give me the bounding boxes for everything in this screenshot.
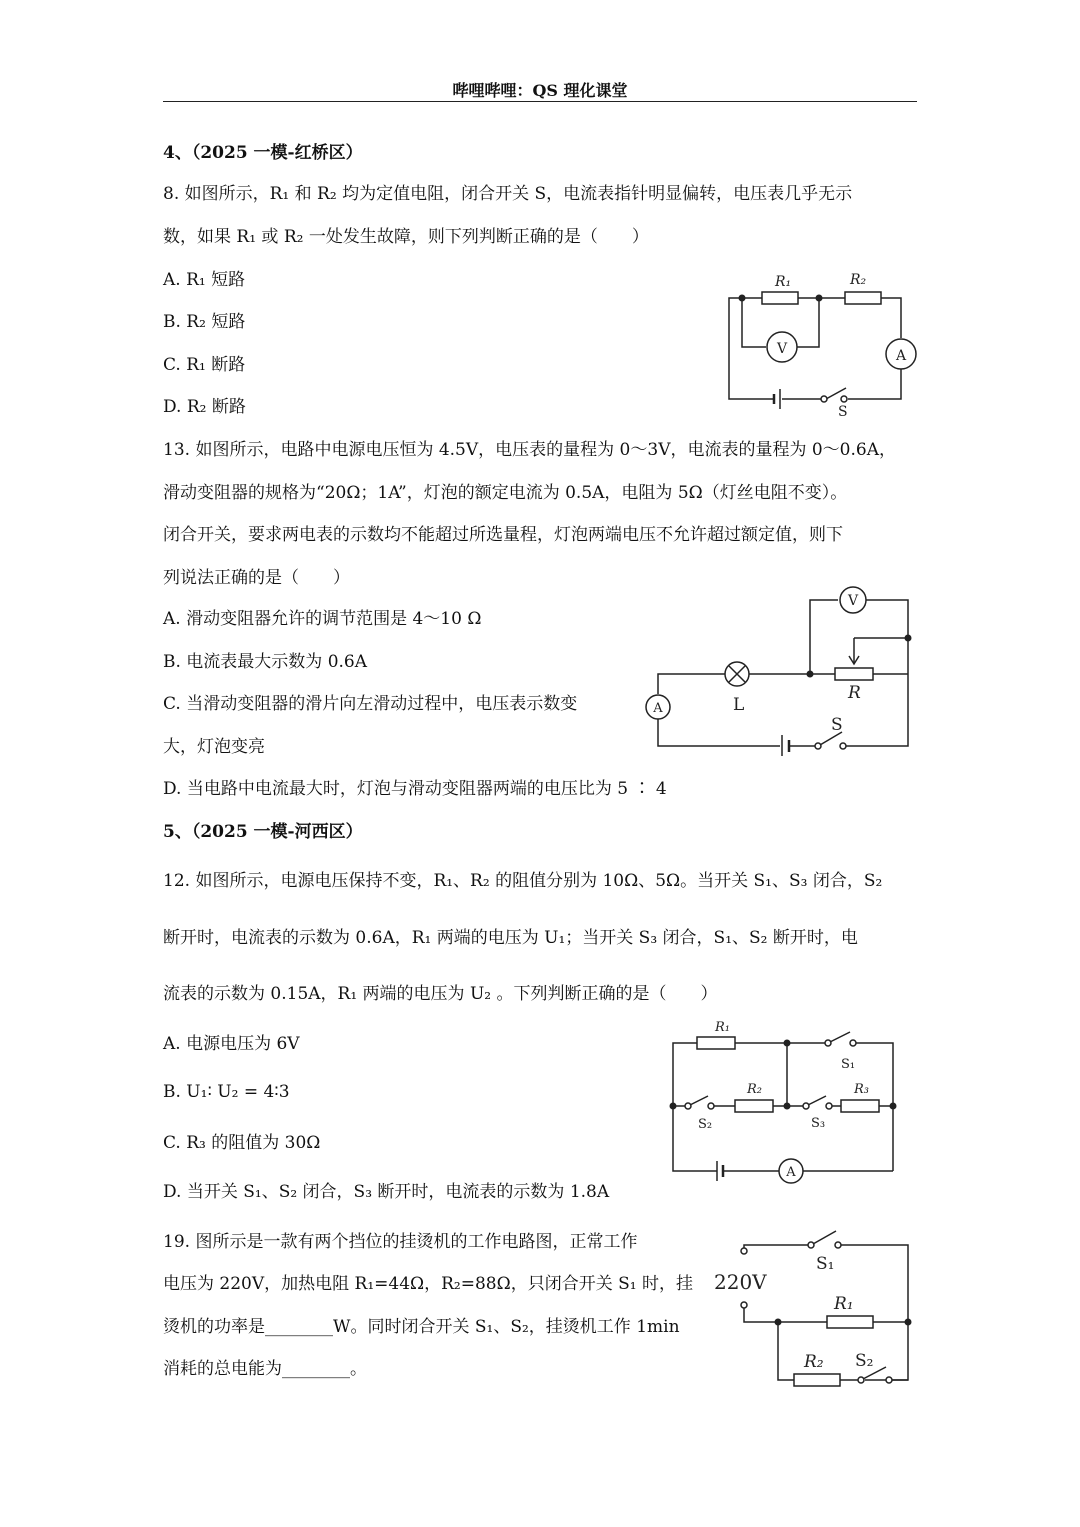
- q12-ammeter-label: A: [786, 1165, 796, 1180]
- q13-option-a: A. 滑动变阻器允许的调节范围是 4～10 Ω: [163, 609, 482, 629]
- q8-r2-resistor: [845, 292, 881, 304]
- q13-switch-pivot: [815, 743, 821, 749]
- q8-stem-line1: 8. 如图所示，R₁ 和 R₂ 均为定值电阻，闭合开关 S，电流表指针明显偏转，电压表几乎无示: [163, 184, 853, 204]
- q19-s1-label: S₁: [816, 1254, 835, 1274]
- q8-r1-resistor: [762, 292, 798, 304]
- q13-ammeter-label: A: [653, 701, 663, 716]
- q8-option-b: B. R₂ 短路: [163, 312, 246, 332]
- q8-circuit-diagram: [720, 262, 920, 422]
- q19-s1-pivot: [808, 1242, 814, 1248]
- section-4-title: 4、（2025 一模-红桥区）: [163, 143, 363, 163]
- q13-rheostat-label: R: [848, 683, 861, 703]
- q12-s1-label: S₁: [841, 1057, 856, 1072]
- q12-r3-label: R₃: [854, 1082, 869, 1097]
- section-5-title: 5、（2025 一模-河西区）: [163, 822, 363, 842]
- q12-r3-resistor: [841, 1100, 879, 1112]
- q19-circuit-diagram: [710, 1225, 920, 1390]
- q19-stem-line4: 消耗的总电能为________。: [163, 1359, 367, 1379]
- q12-s3-blade: [808, 1096, 826, 1105]
- q19-terminal-top: [741, 1248, 747, 1254]
- q12-r2-resistor: [735, 1100, 773, 1112]
- q19-voltage-label: 220V: [714, 1270, 767, 1294]
- q12-r1-resistor: [697, 1037, 735, 1049]
- q13-circuit-diagram: [638, 586, 918, 756]
- q12-s3-pivot: [803, 1103, 809, 1109]
- q13-node-right: [905, 635, 912, 642]
- q8-voltmeter-label: V: [776, 341, 788, 357]
- q19-r2-resistor: [794, 1374, 840, 1386]
- q8-option-c: C. R₁ 断路: [163, 355, 246, 375]
- q8-r2-label: R₂: [850, 272, 867, 288]
- q12-s1-pivot: [825, 1040, 831, 1046]
- q12-s2-pivot: [685, 1103, 691, 1109]
- q12-s3-label: S₃: [811, 1116, 826, 1131]
- q8-ammeter-label: A: [895, 348, 907, 364]
- q19-s2-label: S₂: [855, 1351, 874, 1371]
- q13-option-d: D. 当电路中电流最大时，灯泡与滑动变阻器两端的电压比为 5 ∶ 4: [163, 779, 667, 799]
- q19-s2-pivot: [858, 1377, 864, 1383]
- q19-stem-line1: 19. 图所示是一款有两个挡位的挂烫机的工作电路图，正常工作: [163, 1232, 638, 1252]
- q13-stem-line4: 列说法正确的是（ ）: [163, 568, 350, 588]
- header-divider: [163, 101, 917, 102]
- q12-s1-blade: [830, 1032, 850, 1042]
- q13-option-b: B. 电流表最大示数为 0.6A: [163, 652, 368, 672]
- q13-stem-line3: 闭合开关，要求两电表的示数均不能超过所选量程，灯泡两端电压不允许超过额定值，则下: [163, 525, 843, 545]
- q8-node-right: [816, 295, 823, 302]
- q8-switch-label: S: [838, 404, 848, 420]
- q13-option-c-line2: 大，灯泡变亮: [163, 737, 265, 757]
- q12-s2-blade: [690, 1096, 708, 1105]
- q13-stem-line1: 13. 如图所示，电路中电源电压恒为 4.5V，电压表的量程为 0～3V，电流表的量程为 0～0.6A，: [163, 440, 896, 460]
- q19-s1-blade: [813, 1231, 836, 1244]
- q12-option-b: B. U₁∶ U₂ = 4∶3: [163, 1082, 290, 1102]
- q19-stem-line3: 烫机的功率是________W。同时闭合开关 S₁、S₂，挂烫机工作 1min: [163, 1317, 680, 1337]
- q12-r1-label: R₁: [715, 1020, 730, 1035]
- q12-stem-line3: 流表的示数为 0.15A，R₁ 两端的电压为 U₂ 。下列判断正确的是（ ）: [163, 984, 718, 1004]
- q19-r1-label: R₁: [834, 1294, 854, 1314]
- q19-r1-resistor: [827, 1316, 873, 1328]
- q8-switch-pivot: [841, 396, 847, 402]
- q8-option-d: D. R₂ 断路: [163, 397, 246, 417]
- q13-option-c-line1: C. 当滑动变阻器的滑片向左滑动过程中，电压表示数变: [163, 694, 578, 714]
- q12-stem-line1: 12. 如图所示，电源电压保持不变，R₁、R₂ 的阻值分别为 10Ω、5Ω。当开关 S₁、S₃ 闭合，S₂: [163, 871, 883, 891]
- q8-r1-label: R₁: [775, 274, 792, 290]
- q13-switch-label: S: [831, 715, 843, 735]
- q12-r2-label: R₂: [747, 1082, 762, 1097]
- page-header: 哔哩哔哩：QS 理化课堂: [452, 81, 628, 100]
- q12-s2-label: S₂: [698, 1117, 713, 1132]
- q12-stem-line2: 断开时，电流表的示数为 0.6A，R₁ 两端的电压为 U₁；当开关 S₃ 闭合，S₁、S₂ 断开时，电: [163, 928, 858, 948]
- q13-rheostat: [835, 668, 873, 680]
- q19-terminal-bottom: [741, 1302, 747, 1308]
- q12-circuit-diagram: [665, 1016, 905, 1186]
- q12-option-a: A. 电源电压为 6V: [163, 1034, 300, 1054]
- q19-r2-label: R₂: [804, 1352, 824, 1372]
- q13-lamp-label: L: [733, 695, 745, 715]
- q8-stem-line2: 数，如果 R₁ 或 R₂ 一处发生故障，则下列判断正确的是（ ）: [163, 227, 649, 247]
- q13-voltmeter-label: V: [847, 593, 859, 609]
- q13-stem-line2: 滑动变阻器的规格为“20Ω；1A”，灯泡的额定电流为 0.5A，电阻为 5Ω（灯丝电阻不变）。: [163, 483, 848, 503]
- q19-stem-line2: 电压为 220V，加热电阻 R₁=44Ω，R₂=88Ω，只闭合开关 S₁ 时，挂: [163, 1274, 693, 1294]
- q12-option-d: D. 当开关 S₁、S₂ 闭合，S₃ 断开时，电流表的示数为 1.8A: [163, 1182, 610, 1202]
- q8-option-a: A. R₁ 短路: [163, 270, 246, 290]
- q12-option-c: C. R₃ 的阻值为 30Ω: [163, 1133, 321, 1153]
- q8-node-left: [739, 295, 746, 302]
